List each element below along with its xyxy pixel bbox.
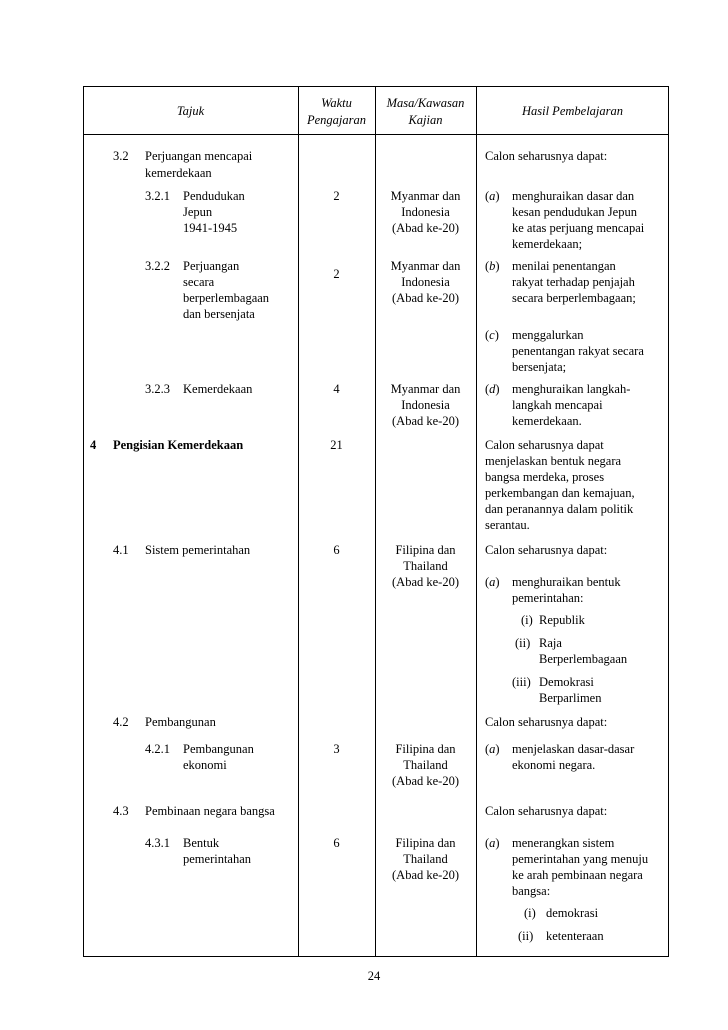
outcome-intro: Calon seharusnya dapat: xyxy=(485,543,608,557)
topic-number: 4.3 xyxy=(113,804,129,818)
subtopic-title: Pendudukan xyxy=(183,189,245,203)
region-period: Myanmar dan xyxy=(390,259,461,273)
region-period: Indonesia xyxy=(401,275,450,289)
outcome-text: kesan pendudukan Jepun xyxy=(512,205,637,219)
region-period: Filipina dan xyxy=(395,543,456,557)
region-period: Thailand xyxy=(403,758,448,772)
region-period: (Abad ke-20) xyxy=(392,414,459,428)
outcome-letter-text: d xyxy=(489,382,496,396)
region-period: (Abad ke-20) xyxy=(392,868,459,882)
outcome-letter-text: a xyxy=(489,189,496,203)
topic-number: 4.2 xyxy=(113,715,129,729)
teaching-time: 6 xyxy=(333,836,340,850)
header-hasil-pembelajaran: Hasil Pembelajaran xyxy=(521,104,624,118)
outcome-letter: (b) xyxy=(485,259,500,273)
outcome-intro: Calon seharusnya dapat: xyxy=(485,149,608,163)
outcome-letter-text: a xyxy=(489,742,496,756)
subtopic-title: ekonomi xyxy=(183,758,227,772)
sub-item-number: (i) xyxy=(524,906,536,920)
region-period: Filipina dan xyxy=(395,742,456,756)
sub-item-text: ketenteraan xyxy=(546,929,604,943)
outcome-text: kemerdekaan. xyxy=(512,414,582,428)
outcome-text: Calon seharusnya dapat xyxy=(485,438,604,452)
outcome-text: ke arah pembinaan negara xyxy=(512,868,643,882)
outcome-text: pemerintahan: xyxy=(512,591,584,605)
sub-item-number: (i) xyxy=(521,613,533,627)
outcome-text: secara berperlembagaan; xyxy=(512,291,636,305)
outcome-text: menghuraikan bentuk xyxy=(512,575,621,589)
sub-item-text: Demokrasi xyxy=(539,675,594,689)
section-number: 4 xyxy=(90,438,97,452)
outcome-intro: Calon seharusnya dapat: xyxy=(485,715,608,729)
teaching-time: 3 xyxy=(333,742,340,756)
topic-title: Pembinaan negara bangsa xyxy=(145,804,275,818)
outcome-text: menghuraikan langkah- xyxy=(512,382,631,396)
outcome-letter: (d) xyxy=(485,382,500,396)
teaching-time: 2 xyxy=(333,267,340,281)
header-divider xyxy=(83,134,669,135)
header-tajuk: Tajuk xyxy=(176,104,205,118)
outcome-letter-text: b xyxy=(489,259,496,273)
outcome-letter: (c) xyxy=(485,328,499,342)
topic-title: Pembangunan xyxy=(145,715,216,729)
header-waktu: Waktu xyxy=(321,96,352,110)
region-period: Indonesia xyxy=(401,205,450,219)
outcome-intro: Calon seharusnya dapat: xyxy=(485,804,608,818)
subtopic-number: 3.2.2 xyxy=(145,259,170,273)
sub-item-text: demokrasi xyxy=(546,906,599,920)
sub-item-text: Republik xyxy=(539,613,585,627)
topic-title: Sistem pemerintahan xyxy=(145,543,251,557)
topic-title: Perjuangan mencapai xyxy=(145,149,253,163)
outcome-letter: (a) xyxy=(485,836,500,850)
region-period: Thailand xyxy=(403,852,448,866)
header-masa-kawasan: Masa/Kawasan xyxy=(386,96,465,110)
subtopic-number: 3.2.3 xyxy=(145,382,170,396)
outcome-text: perkembangan dan kemajuan, xyxy=(485,486,635,500)
outcome-text: bangsa merdeka, proses xyxy=(485,470,605,484)
outcome-text: menjelaskan dasar-dasar xyxy=(512,742,635,756)
subtopic-title: pemerintahan xyxy=(183,852,252,866)
sub-item-number: (iii) xyxy=(512,675,531,689)
region-period: (Abad ke-20) xyxy=(392,291,459,305)
sub-item-text: Berperlembagaan xyxy=(539,652,628,666)
column-divider xyxy=(298,86,299,957)
region-period: Thailand xyxy=(403,559,448,573)
outcome-text: menjelaskan bentuk negara xyxy=(485,454,622,468)
outcome-text: menggalurkan xyxy=(512,328,584,342)
outcome-text: kemerdekaan; xyxy=(512,237,583,251)
outcome-letter-text: c xyxy=(489,328,495,342)
subtopic-title: Pembangunan xyxy=(183,742,254,756)
header-waktu: Pengajaran xyxy=(306,113,367,127)
outcome-text: ke atas perjuang mencapai xyxy=(512,221,645,235)
page-number: 24 xyxy=(367,969,381,983)
region-period: Myanmar dan xyxy=(390,382,461,396)
outcome-text: pemerintahan yang menuju xyxy=(512,852,649,866)
outcome-letter-text: a xyxy=(489,836,496,850)
subtopic-number: 4.3.1 xyxy=(145,836,170,850)
header-masa-kawasan: Kajian xyxy=(408,113,443,127)
subtopic-number: 3.2.1 xyxy=(145,189,170,203)
subtopic-title: Bentuk xyxy=(183,836,220,850)
sub-item-text: Raja xyxy=(539,636,562,650)
subtopic-title: dan bersenjata xyxy=(183,307,255,321)
teaching-time: 21 xyxy=(330,438,343,452)
sub-item-number: (ii) xyxy=(515,636,531,650)
outcome-letter: (a) xyxy=(485,189,500,203)
outcome-letter-text: a xyxy=(489,575,496,589)
outcome-text: dan peranannya dalam politik xyxy=(485,502,634,516)
outcome-text: langkah mencapai xyxy=(512,398,603,412)
column-divider xyxy=(476,86,477,957)
topic-title: kemerdekaan xyxy=(145,166,212,180)
region-period: (Abad ke-20) xyxy=(392,575,459,589)
outcome-letter: (a) xyxy=(485,575,500,589)
outcome-text: ekonomi negara. xyxy=(512,758,596,772)
sub-item-number: (ii) xyxy=(518,929,534,943)
outcome-text: menghuraikan dasar dan xyxy=(512,189,635,203)
region-period: Myanmar dan xyxy=(390,189,461,203)
section-title: Pengisian Kemerdekaan xyxy=(113,438,244,452)
outcome-text: bangsa: xyxy=(512,884,551,898)
region-period: Indonesia xyxy=(401,398,450,412)
outcome-letter: (a) xyxy=(485,742,500,756)
outcome-text: menerangkan sistem xyxy=(512,836,615,850)
subtopic-number: 4.2.1 xyxy=(145,742,170,756)
teaching-time: 2 xyxy=(333,189,340,203)
subtopic-title: Kemerdekaan xyxy=(183,382,253,396)
subtopic-title: berperlembagaan xyxy=(183,291,270,305)
region-period: (Abad ke-20) xyxy=(392,774,459,788)
subtopic-title: 1941-1945 xyxy=(183,221,238,235)
outcome-text: menilai penentangan xyxy=(512,259,616,273)
teaching-time: 6 xyxy=(333,543,340,557)
topic-number: 4.1 xyxy=(113,543,129,557)
region-period: (Abad ke-20) xyxy=(392,221,459,235)
subtopic-title: secara xyxy=(183,275,215,289)
outcome-text: bersenjata; xyxy=(512,360,567,374)
outcome-text: penentangan rakyat secara xyxy=(512,344,644,358)
teaching-time: 4 xyxy=(333,382,340,396)
outcome-text: serantau. xyxy=(485,518,530,532)
region-period: Filipina dan xyxy=(395,836,456,850)
subtopic-title: Jepun xyxy=(183,205,213,219)
topic-number: 3.2 xyxy=(113,149,129,163)
outcome-text: rakyat terhadap penjajah xyxy=(512,275,635,289)
subtopic-title: Perjuangan xyxy=(183,259,240,273)
sub-item-text: Berparlimen xyxy=(539,691,602,705)
